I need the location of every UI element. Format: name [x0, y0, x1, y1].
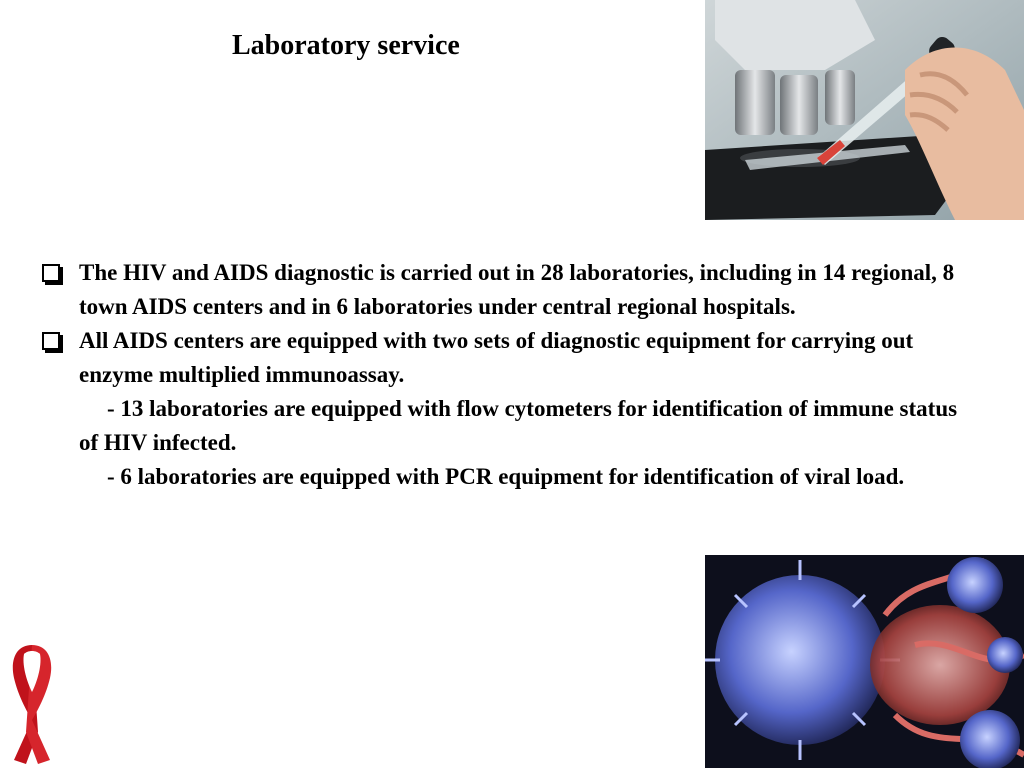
virus-illustration: [705, 555, 1024, 768]
slide-body: [42, 256, 977, 494]
bullet-text: All AIDS centers are equipped with two sets of diagnostic equipment for carrying out enzyme multiplied immunoassay.: [79, 328, 914, 387]
checkbox-bullet-icon: [42, 332, 60, 350]
bullet-item: [42, 324, 977, 392]
sub-item: [42, 460, 977, 494]
bullet-item: [42, 256, 977, 324]
sub-item-text: - 6 laboratories are equipped with PCR equipment for identification of viral load.: [107, 464, 905, 489]
checkbox-bullet-icon: [42, 264, 60, 282]
red-ribbon-icon: [2, 640, 62, 765]
sub-item: [42, 392, 977, 460]
microscope-photo: [705, 0, 1024, 220]
bullet-text: The HIV and AIDS diagnostic is carried out in 28 laboratories, including in 14 regional, 8 town AIDS centers and in 6 laboratories under central regional hospitals.: [79, 260, 955, 319]
sub-item-text: - 13 laboratories are equipped with flow cytometers for identification of immune status of HIV infected.: [79, 396, 958, 455]
slide-title: Laboratory service: [232, 30, 460, 61]
